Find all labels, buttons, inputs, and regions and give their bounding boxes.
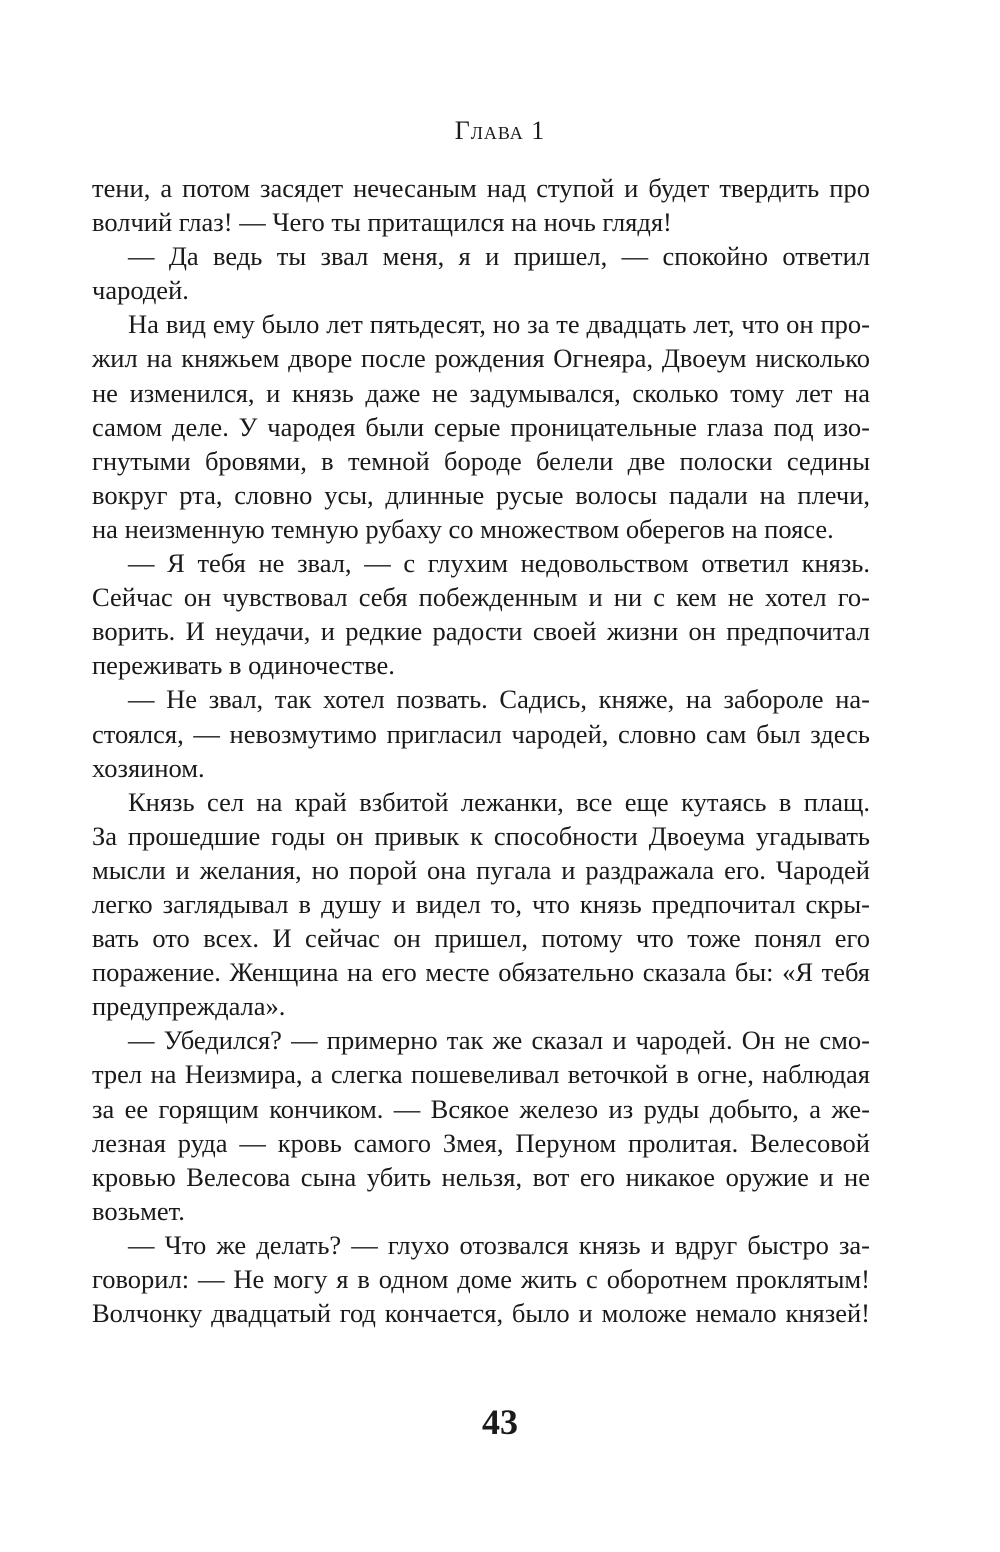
text-line: За прошедшие годы он привык к способности Двоеума угадывать [92, 820, 870, 851]
text-line: возьмет. [92, 1195, 185, 1226]
text-line: кровью Велесова сына убить нельзя, вот его никакое оружие и не [92, 1161, 870, 1192]
text-line: чародей. [92, 275, 189, 306]
text-line: переживать в одиночестве. [92, 650, 395, 681]
text-line: Князь сел на край взбитой лежанки, все еще кутаясь в плащ. [128, 786, 870, 817]
text-line: — Я тебя не звал, — с глухим недовольством ответил князь. [128, 548, 870, 579]
text-line: легко заглядывал в душу и видел то, что князь предпочитал скры- [92, 888, 870, 919]
text-line: волчий глаз! — Чего ты притащился на ночь глядя! [92, 207, 672, 238]
page-number: 43 [482, 1402, 518, 1442]
text-line: — Убедился? — примерно так же сказал и чародей. Он не смо- [128, 1025, 870, 1056]
body-text [92, 171, 870, 1330]
text-line: трел на Неизмира, а слегка пошевеливал веточкой в огне, наблюдая [92, 1059, 870, 1090]
text-line: Сейчас он чувствовал себя побежденным и ни с кем не хотел го- [92, 582, 870, 613]
text-line: вокруг рта, словно усы, длинные русые волосы падали на плечи, [92, 479, 870, 510]
text-line: — Что же делать? — глухо отозвался князь и вдруг быстро за- [128, 1229, 870, 1260]
text-line: самом деле. У чародея были серые проницательные глаза под изо- [92, 411, 870, 442]
text-line: стоялся, — невозмутимо пригласил чародей, словно сам был здесь [92, 718, 870, 749]
text-line: Волчонку двадцатый год кончается, было и моложе немало князей! [92, 1298, 870, 1329]
text-line: гнутыми бровями, в темной бороде белели две полоски седины [92, 445, 870, 476]
text-line: ворить. И неудачи, и редкие радости своей жизни он предпочитал [92, 616, 870, 647]
text-line: мысли и желания, но порой она пугала и раздражала его. Чародей [92, 854, 870, 885]
text-line: — Да ведь ты звал меня, я и пришел, — спокойно ответил [128, 241, 870, 272]
text-line: на неизменную темную рубаху со множеством оберегов на поясе. [92, 513, 834, 544]
text-line: поражение. Женщина на его месте обязательно сказала бы: «Я тебя [92, 957, 870, 988]
text-line: тени, а потом засядет нечесаным над ступой и будет твердить про [92, 173, 870, 203]
text-line: вать ото всех. И сейчас он пришел, потому что тоже понял его [92, 923, 870, 954]
text-line: хозяином. [92, 752, 205, 783]
running-head: Глава 1 [454, 116, 546, 145]
text-line: не изменился, и князь даже не задумывался, сколько тому лет на [92, 377, 870, 408]
text-line: говорил: — Не могу я в одном доме жить с оборотнем проклятым! [92, 1264, 870, 1294]
text-line: за ее горящим кончиком. — Всякое железо из руды добыто, а же- [92, 1093, 870, 1124]
text-line: — Не звал, так хотел позвать. Садись, княже, на забороле на- [128, 684, 870, 715]
text-line: жил на княжьем дворе после рождения Огнеяра, Двоеум нисколько [92, 343, 870, 374]
text-line: На вид ему было лет пятьдесят, но за те двадцать лет, что он про- [128, 309, 870, 340]
text-line: предупреждала». [92, 991, 286, 1022]
text-line: лезная руда — кровь самого Змея, Перуном пролитая. Велесовой [92, 1127, 870, 1158]
